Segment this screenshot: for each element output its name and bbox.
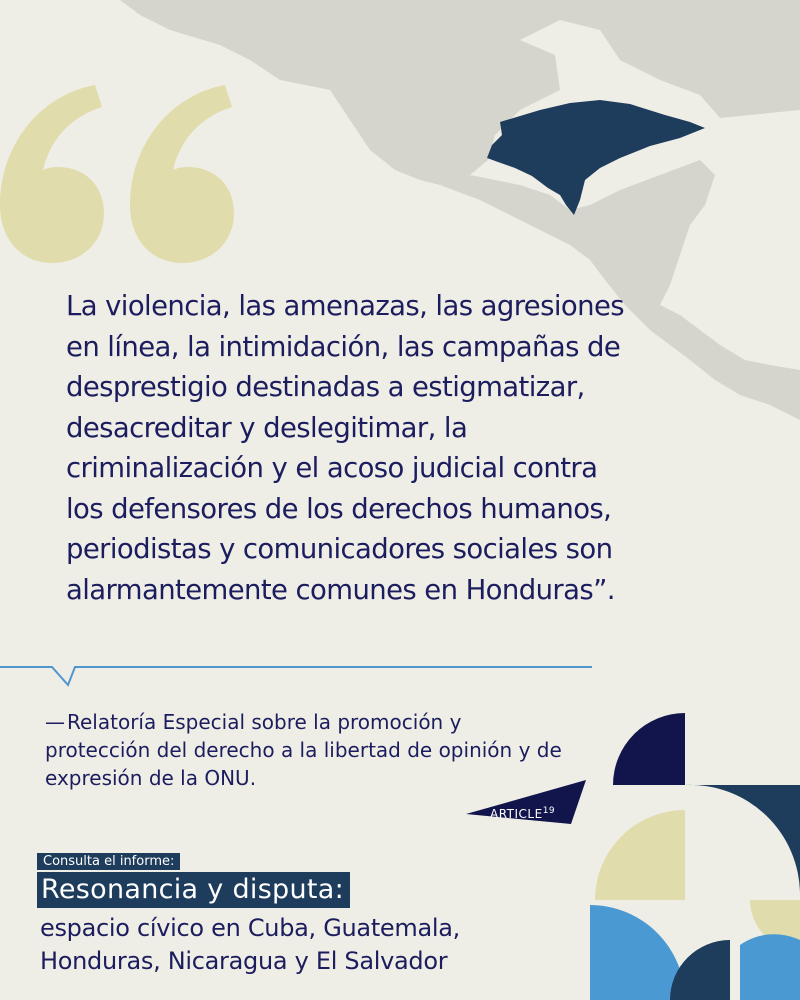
shape-teal-navy	[685, 785, 800, 895]
report-subtitle: espacio cívico en Cuba, Guatemala, Honduras, Nicaragua y El Salvador	[40, 914, 460, 975]
logo-number: 19	[542, 806, 556, 816]
open-quote-icon	[0, 85, 240, 265]
report-label: Consulta el informe:	[37, 853, 180, 870]
article19-wordmark	[490, 806, 555, 821]
attribution-text: Relatoría Especial sobre la promoción y protección del derecho a la libertad de opinión y de expresión de la ONU.	[45, 710, 562, 790]
report-title: Resonancia y disputa:	[37, 872, 350, 908]
logo-name: ARTICLE	[490, 807, 543, 821]
shape-blue-half-right	[740, 934, 800, 1000]
shape-navy-quarter	[613, 713, 685, 785]
speech-divider	[0, 655, 600, 695]
shape-blue-half-left	[590, 905, 685, 1000]
shape-sand-quarter	[595, 810, 685, 900]
attribution-dash: —	[45, 710, 65, 734]
quote-text: La violencia, las amenazas, las agresiones en línea, la intimidación, las campañas de desprestigio destinadas a estigmatizar, desacreditar y deslegitimar, la criminalización y el acoso judicial contra los defensores de los derechos humanos, periodistas y comunicadores sociales son alarmantemente comunes en Honduras”.	[66, 290, 624, 606]
decorative-shapes	[590, 705, 800, 1000]
shape-navy-bottom	[670, 940, 730, 1000]
